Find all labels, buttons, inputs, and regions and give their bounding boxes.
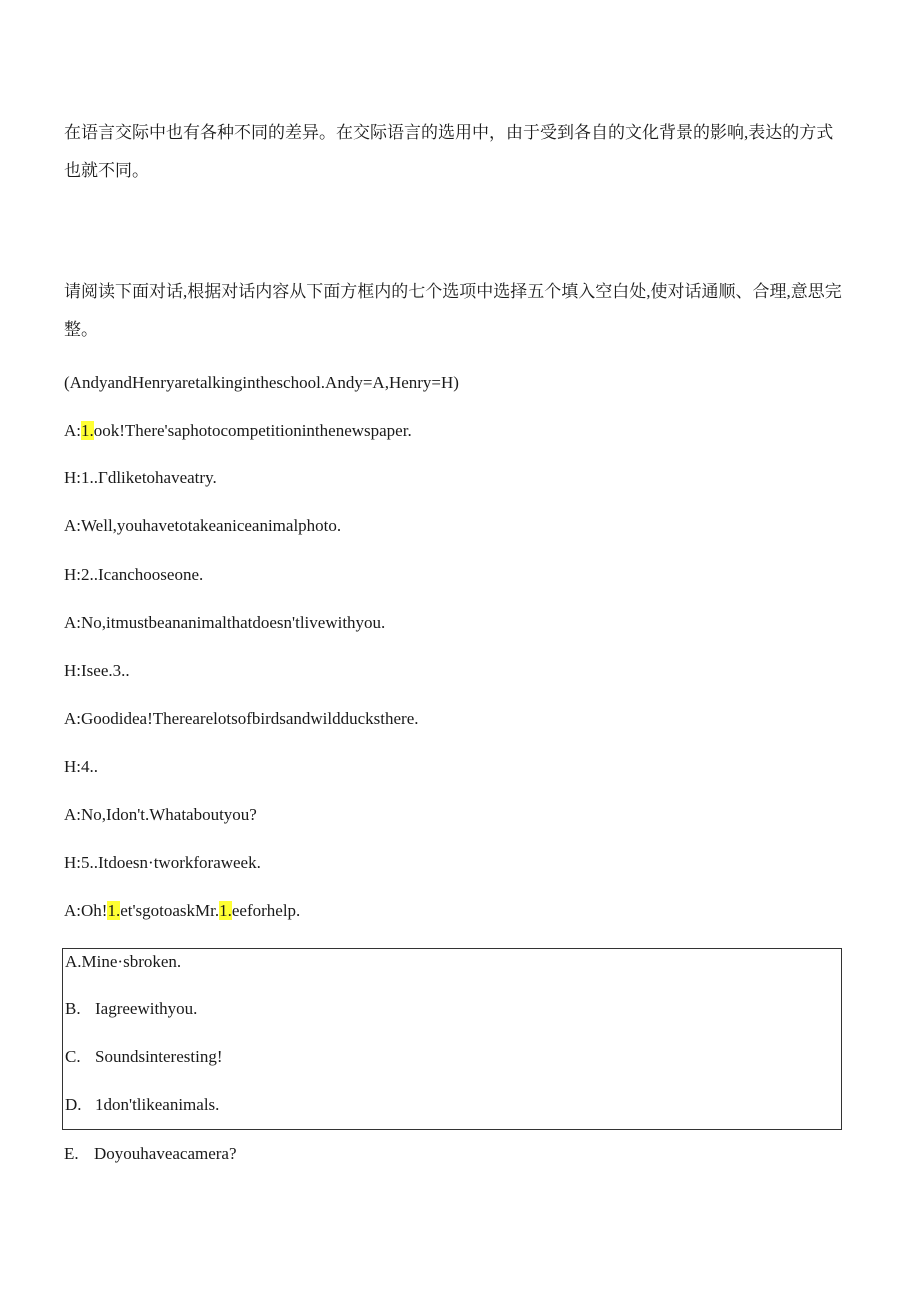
speaker-prefix: A: bbox=[64, 421, 81, 440]
dialogue-line-7: A:Goodidea!Therearelotsofbirdsandwildducksthere. bbox=[64, 709, 419, 728]
option-text: Doyouhaveacamera? bbox=[94, 1144, 237, 1163]
option-text: Soundsinteresting! bbox=[95, 1047, 223, 1066]
dialogue-line-3: A:Well,youhavetotakeaniceanimalphoto. bbox=[64, 516, 342, 535]
dialogue-line-2: H:1..Γdliketohaveatry. bbox=[64, 468, 217, 487]
dialogue-text: et'sgotoaskMr. bbox=[120, 901, 220, 920]
option-e bbox=[64, 1142, 237, 1166]
option-c bbox=[65, 1045, 223, 1069]
highlight-mark: 1. bbox=[107, 901, 121, 920]
dialogue-text: eeforhelp. bbox=[231, 901, 301, 920]
dialogue-line-9: A:No,Idon't.Whataboutyou? bbox=[64, 805, 257, 824]
option-text: 1don'tlikeanimals. bbox=[95, 1095, 220, 1114]
highlight-mark: 1. bbox=[219, 901, 232, 920]
dialogue-line-10: H:5..Itdoesn·tworkforaweek. bbox=[64, 853, 261, 872]
dialogue-line-5: A:No,itmustbeananimalthatdoesn'tlivewithyou. bbox=[64, 613, 386, 632]
option-letter: B. bbox=[65, 999, 81, 1018]
option-letter: E. bbox=[64, 1144, 79, 1163]
dialogue-line-8: H:4.. bbox=[64, 757, 98, 776]
dialogue-text: ook!There'saphotocompetitioninthenewspaper. bbox=[93, 421, 412, 440]
dialogue-setting: (AndyandHenryaretalkingintheschool.Andy=A,Henry=H) bbox=[64, 373, 459, 392]
option-text: Mine·sbroken. bbox=[81, 952, 182, 971]
dialogue-line-11 bbox=[64, 899, 300, 923]
instructions-paragraph: 请阅读下面对话,根据对话内容从下面方框内的七个选项中选择五个填入空白处,使对话通顺、合理,意思完整。 bbox=[64, 282, 842, 339]
options-box bbox=[62, 948, 842, 1130]
option-b bbox=[65, 997, 197, 1021]
dialogue-line-1 bbox=[64, 419, 412, 443]
option-letter: D. bbox=[65, 1095, 82, 1114]
option-letter: C. bbox=[65, 1047, 81, 1066]
dialogue-text: A:Oh! bbox=[64, 901, 108, 920]
dialogue-line-6: H:Isee.3.. bbox=[64, 661, 130, 680]
highlight-mark: 1. bbox=[81, 421, 94, 440]
option-letter: A. bbox=[65, 952, 82, 971]
intro-paragraph: 在语言交际中也有各种不同的差异。在交际语言的选用中，由于受到各自的文化背景的影响,表达的方式也就不同。 bbox=[64, 123, 834, 180]
dialogue-line-4: H:2..Icanchooseone. bbox=[64, 565, 204, 584]
option-a bbox=[65, 950, 181, 974]
option-text: Iagreewithyou. bbox=[95, 999, 198, 1018]
option-d bbox=[65, 1093, 219, 1117]
